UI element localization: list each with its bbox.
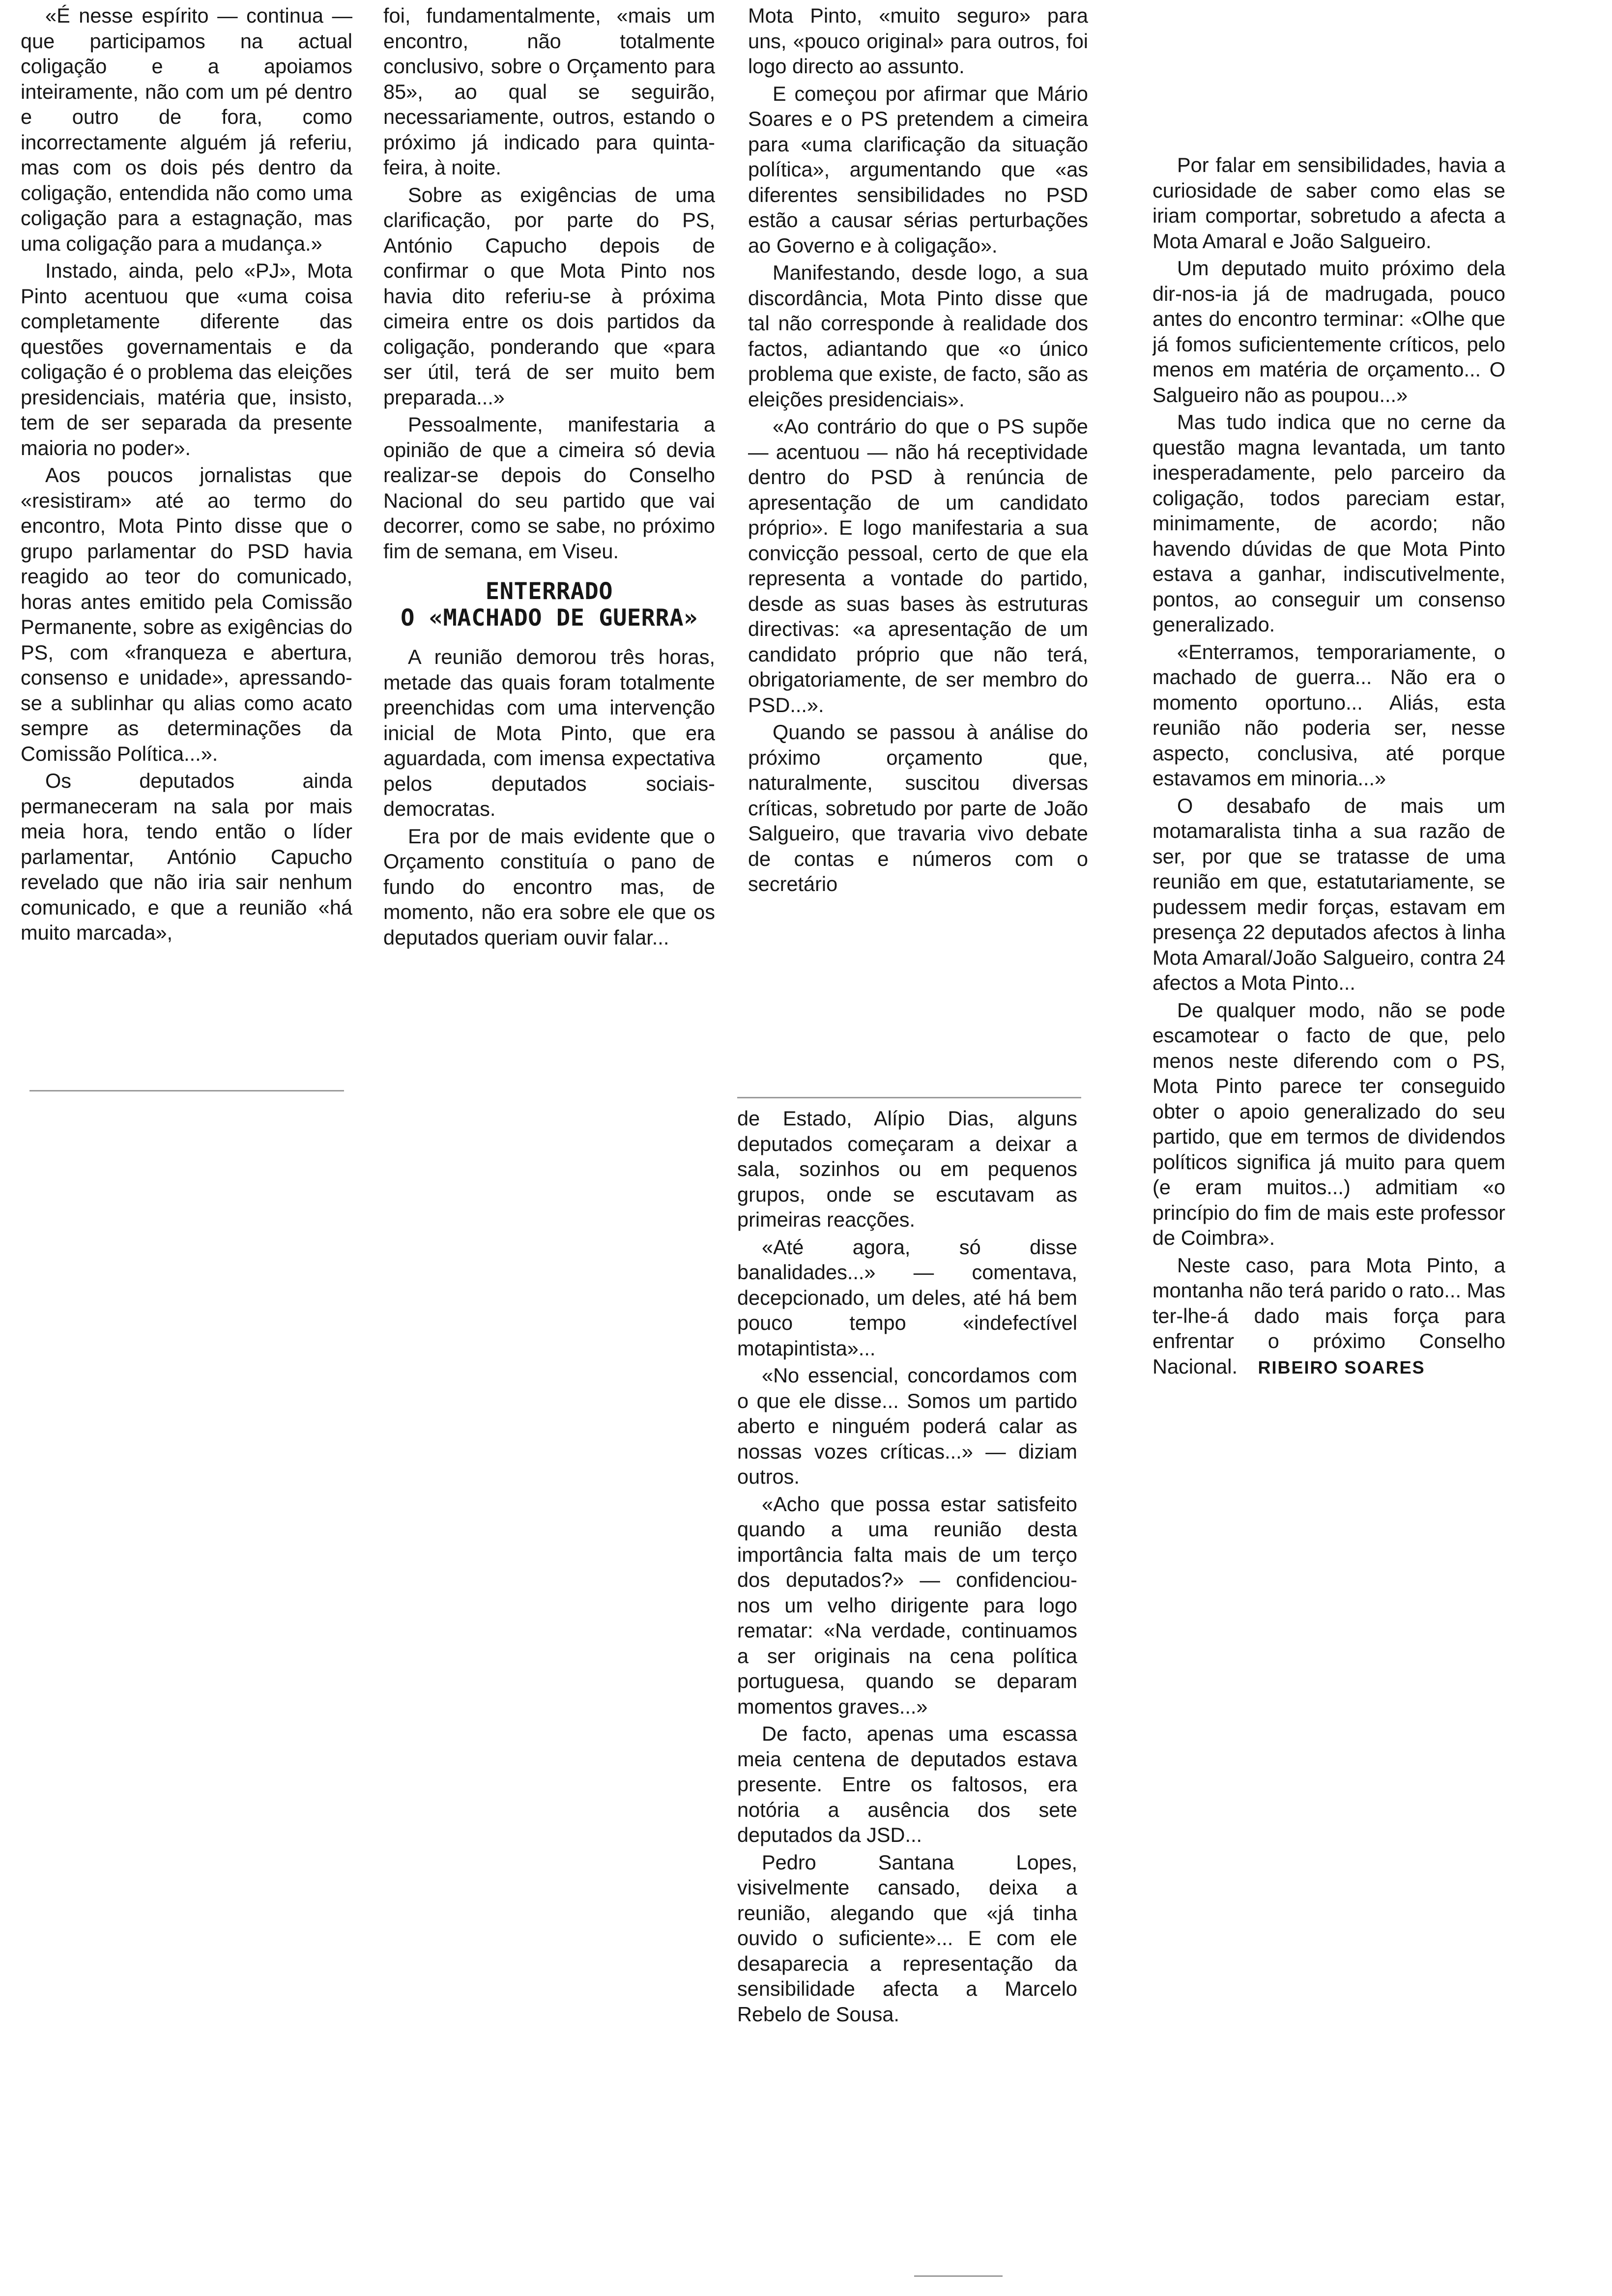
paragraph: A reunião demorou três horas, metade das quais foram totalmente preenchidas com uma intervenção inicial de Mota Pinto, que era aguardada, com imensa expectativa pelos deputados sociais-democratas. (383, 645, 715, 820)
paragraph: Mas tudo indica que no cerne da questão magna levantada, um tanto inesperadamente, pelo parceiro da coligação, todos pareciam estar, minimamente, de acordo; não havendo dúvidas de que Mota Pinto estava a ganhar, indiscutivelmente, pontos, ao conseguir um consenso generalizado. (1152, 410, 1505, 636)
paragraph-last (1152, 1253, 1505, 1380)
paragraph: De qualquer modo, não se pode escamotear o facto de que, pelo menos neste diferendo com o PS, Mota Pinto parece ter conseguido obter o apoio generalizado do seu partido, que em termos de dividendos políticos significa já muito para quem (e eram muitos...) admitiam «o princípio do fim de mais este professor de Coimbra». (1152, 998, 1505, 1249)
paragraph: «Até agora, só disse banalidades...» — comentava, decepcionado, um deles, até há bem pouco tempo «indefectível motapintista»... (737, 1235, 1077, 1360)
subheading-line-2: O «MACHADO DE GUERRA» (401, 604, 698, 631)
paragraph: Pedro Santana Lopes, visivelmente cansado, deixa a reunião, alegando que «já tinha ouvido o suficiente»... E com ele desaparecia a representação da sensibilidade afecta a Marcelo Rebelo de Sousa. (737, 1850, 1077, 2026)
paragraph: De facto, apenas uma escassa meia centena de deputados estava presente. Entre os faltosos, era notória a ausência dos sete deputados da JSD... (737, 1722, 1077, 1846)
article-column-3 (748, 3, 1088, 1094)
paragraph: Quando se passou à análise do próximo orçamento que, naturalmente, suscitou diversas críticas, sobretudo por parte de João Salgueiro, que travaria vivo debate de contas e números com o secretário (748, 720, 1088, 895)
article-column-3-continued (737, 1106, 1077, 2285)
paragraph: «Enterramos, temporariamente, o machado de guerra... Não era o momento oportuno... Aliás, esta reunião não poderia ser, nesse aspecto, conclusiva, até porque estavamos em minoria...» (1152, 640, 1505, 790)
paragraph: Aos poucos jornalistas que «resistiram» até ao termo do encontro, Mota Pinto disse que o grupo parlamentar do PSD havia reagido ao teor do comunicado, horas antes emitido pela Comissão Permanente, sobre as exigências do PS, com «franqueza e abertura, consenso e unidade», apressando-se a sublinhar qu alias como acato sempre as determinações da Comissão Política...». (21, 463, 352, 765)
paragraph: foi, fundamentalmente, «mais um encontro, não totalmente conclusivo, sobre o Orçamento para 85», ao qual se seguirão, necessariamente, outros, estando o próximo já indicado para quinta-feira, à noite. (383, 4, 715, 179)
article-column-4 (1152, 152, 1505, 1725)
paragraph: «É nesse espírito — continua — que participamos na actual coligação e a apoiamos inteiramente, não com um pé dentro e outro de fora, como incorrectamente alguém já referiu, mas com os dois pés dentro da coligação, entendida não como uma coligação para a estagnação, mas uma coligação para a mudança.» (21, 4, 352, 255)
author-signature: RIBEIRO SOARES (1258, 1357, 1425, 1378)
paragraph: Pessoalmente, manifestaria a opinião de que a cimeira só devia realizar-se depois do Conselho Nacional do seu partido que vai decorrer, como se sabe, no próximo fim de semana, em Viseu. (383, 413, 715, 563)
paragraph: Sobre as exigências de uma clarificação, por parte do PS, António Capucho depois de confirmar o que Mota Pinto nos havia dito referiu-se à próxima cimeira entre os dois partidos da coligação, ponderando que «para ser útil, terá de ser muito bem preparada...» (383, 183, 715, 409)
paragraph: «No essencial, concordamos com o que ele disse... Somos um partido aberto e ninguém poderá calar as nossas vozes críticas...» — diziam outros. (737, 1364, 1077, 1488)
subheading-line-1: ENTERRADO (485, 578, 613, 605)
section-subheading (383, 578, 715, 631)
paragraph: E começou por afirmar que Mário Soares e o PS pretendem a cimeira para «uma clarificação da situação política», argumentando que «as diferentes sensibilidades no PSD estão a causar sérias perturbações ao Governo e à coligação». (748, 82, 1088, 257)
column-rule (29, 1090, 344, 1091)
column-rule (914, 2275, 1003, 2277)
paragraph: «Acho que possa estar satisfeito quando a uma reunião desta importância falta mais de um terço dos deputados?» — confidenciou-nos um velho dirigente para logo rematar: «Na verdade, continuamos a ser originais na cena política portuguesa, quando se deparam momentos graves...» (737, 1492, 1077, 1718)
article-column-2 (383, 3, 715, 1099)
paragraph: Instado, ainda, pelo «PJ», Mota Pinto acentuou que «uma coisa completamente diferente das questões governamentais e da coligação é o problema das eleições presidenciais, matéria que, insisto, tem de ser separada da presente maioria no poder». (21, 259, 352, 459)
paragraph: «Ao contrário do que o PS supõe — acentuou — não há receptividade dentro do PSD à renúncia de apresentação de um candidato próprio». E logo manifestaria a sua convicção pessoal, certo de que ela representa a vontade do partido, desde as suas bases às estruturas directivas: «a apresentação de um candidato próprio que não terá, obrigatoriamente, de ser membro do PSD...». (748, 415, 1088, 717)
paragraph: Mota Pinto, «muito seguro» para uns, «pouco original» para outros, foi logo directo ao assunto. (748, 4, 1088, 78)
paragraph: Um deputado muito próximo dela dir-nos-ia já de madrugada, pouco antes do encontro terminar: «Olhe que já fomos suficientemente críticos, pelo menos em matéria de orçamento... O Salgueiro não as poupou...» (1152, 257, 1505, 406)
paragraph: Era por de mais evidente que o Orçamento constituía o pano de fundo do encontro mas, de momento, não era sobre ele que os deputados queriam ouvir falar... (383, 824, 715, 949)
paragraph: Os deputados ainda permaneceram na sala por mais meia hora, tendo então o líder parlamentar, António Capucho revelado que não iria sair nenhum comunicado, e que a reunião «há muito marcada», (21, 769, 352, 944)
paragraph: de Estado, Alípio Dias, alguns deputados começaram a deixar a sala, sozinhos ou em pequenos grupos, onde se escutavam as primeiras reacções. (737, 1107, 1077, 1231)
column-rule (737, 1097, 1081, 1098)
paragraph: O desabafo de mais um motamaralista tinha a sua razão de ser, por que se tratasse de uma reunião em que, estatutariamente, se pudessem medir forças, estavam em presença 22 deputados afectos à linha Mota Amaral/João Salgueiro, contra 24 afectos a Mota Pinto... (1152, 794, 1505, 994)
article-column-1 (21, 3, 352, 1094)
paragraph: Manifestando, desde logo, a sua discordância, Mota Pinto disse que tal não corresponde à realidade dos factos, adiantando que «o único problema que existe, de facto, são as eleições presidenciais». (748, 261, 1088, 411)
paragraph: Por falar em sensibilidades, havia a curiosidade de saber como elas se iriam comportar, sobretudo a afecta a Mota Amaral e João Salgueiro. (1152, 153, 1505, 253)
closing-text: Neste caso, para Mota Pinto, a montanha não terá parido o rato... Mas ter-lhe-á dado mais força para enfrentar o próximo Conselho Nacional. (1152, 1253, 1505, 1378)
